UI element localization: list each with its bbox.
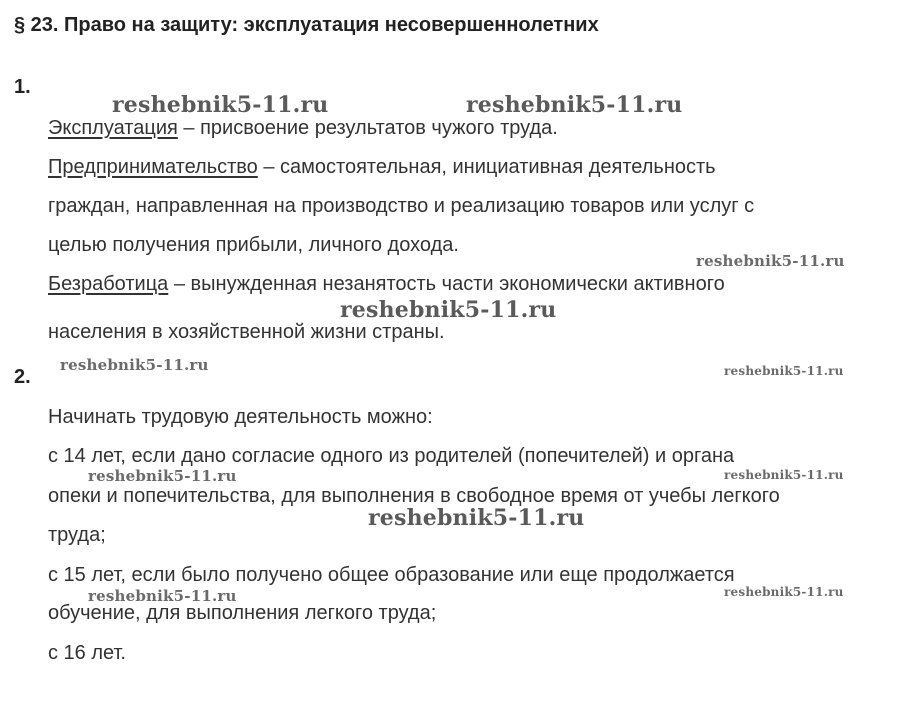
- item-age-14-line-2: опеки и попечительства, для выполнения в свободное время от учебы легкого: [48, 485, 780, 507]
- watermark: reshebnik5-11.ru: [724, 468, 844, 482]
- watermark: reshebnik5-11.ru: [466, 92, 683, 118]
- definition-unemployment-text-1: – вынужденная незанятость части экономически активного: [168, 273, 725, 295]
- watermark: reshebnik5-11.ru: [368, 505, 585, 531]
- watermark: reshebnik5-11.ru: [88, 587, 237, 605]
- definition-entrepreneurship-text-2: граждан, направленная на производство и реализацию товаров или услуг с: [48, 195, 755, 217]
- section-number-2: 2.: [14, 366, 31, 388]
- term-entrepreneurship: Предпринимательство: [48, 156, 258, 178]
- watermark: reshebnik5-11.ru: [724, 585, 844, 599]
- section2-intro: Начинать трудовую деятельность можно:: [48, 406, 433, 428]
- definition-entrepreneurship-text-3: целью получения прибыли, личного дохода.: [48, 234, 459, 256]
- definition-exploitation-text: – присвоение результатов чужого труда.: [177, 117, 558, 139]
- term-exploitation: Эксплуатация: [48, 117, 178, 139]
- item-age-15-line-2: обучение, для выполнения легкого труда;: [48, 602, 437, 624]
- watermark: reshebnik5-11.ru: [60, 356, 209, 374]
- watermark: reshebnik5-11.ru: [88, 467, 237, 485]
- definition-exploitation: [48, 116, 558, 140]
- watermark: reshebnik5-11.ru: [340, 297, 557, 323]
- definition-unemployment-text-2: населения в хозяйственной жизни страны.: [48, 321, 445, 343]
- term-unemployment: Безработица: [48, 273, 169, 295]
- item-age-15-line-1: с 15 лет, если было получено общее образование или еще продолжается: [48, 564, 735, 586]
- definition-entrepreneurship: [48, 155, 716, 179]
- definition-entrepreneurship-text-1: – самостоятельная, инициативная деятельность: [257, 156, 716, 178]
- item-age-14-line-1: с 14 лет, если дано согласие одного из родителей (попечителей) и органа: [48, 445, 735, 467]
- watermark: reshebnik5-11.ru: [724, 364, 844, 378]
- item-age-14-line-3: труда;: [48, 524, 106, 546]
- item-age-16: с 16 лет.: [48, 642, 126, 664]
- watermark: reshebnik5-11.ru: [112, 92, 329, 118]
- definition-unemployment: [48, 272, 725, 296]
- section-number-1: 1.: [14, 76, 31, 98]
- page-title: § 23. Право на защиту: эксплуатация несовершеннолетних: [14, 14, 599, 36]
- watermark: reshebnik5-11.ru: [696, 252, 845, 270]
